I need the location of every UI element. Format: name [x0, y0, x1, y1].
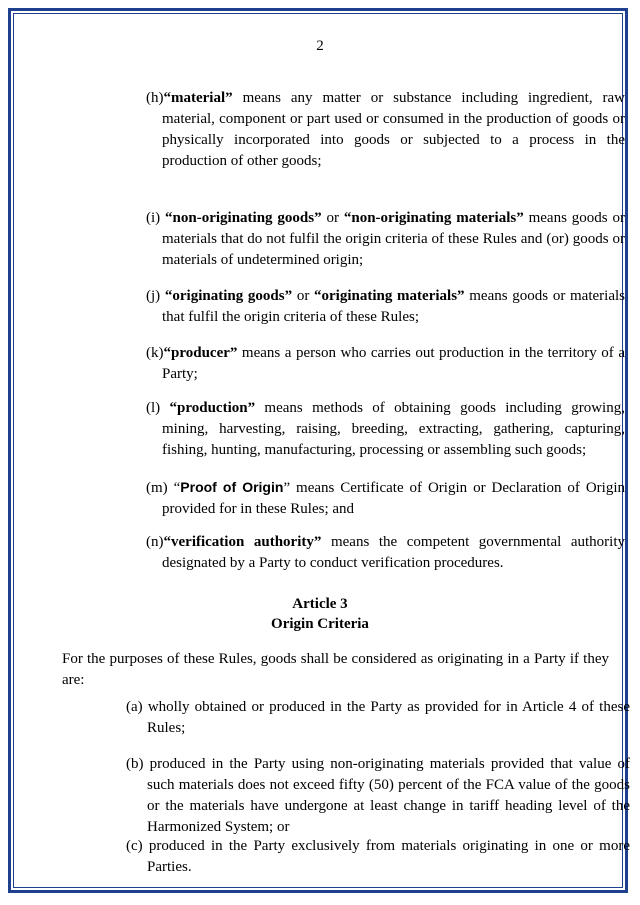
definition-i — [146, 208, 625, 271]
definition-text: means Certificate of Origin or Declaration of Origin provided for in these Rules; and — [162, 480, 626, 517]
definition-term: Proof of Origin — [180, 479, 284, 495]
definition-text: means goods or materials that do not fulfil the origin criteria of these Rules and (or) goods or materials of undetermined origin; — [162, 210, 626, 268]
criteria-item-a — [126, 697, 630, 739]
definition-n — [146, 532, 625, 574]
definition-term: “producer” — [163, 345, 238, 361]
definition-marker: (l) — [146, 400, 170, 416]
definition-text: means methods of obtaining goods including growing, mining, harvesting, raising, breeding, extracting, gathering, capturing, fishing, hunting, manufacturing, processing or assembling such goods; — [162, 400, 625, 458]
criteria-label: (c) — [126, 838, 143, 854]
definition-marker: (h) — [146, 90, 164, 106]
criteria-label: (b) — [126, 756, 144, 772]
definition-marker: (n) — [146, 534, 164, 550]
definition-connector: or — [292, 288, 315, 304]
definition-marker: (k) — [146, 345, 164, 361]
definition-marker: (j) — [146, 288, 165, 304]
definition-text: means a person who carries out production in the territory of a Party; — [162, 345, 625, 382]
definition-term-2: “originating materials” — [314, 288, 465, 304]
criteria-text: produced in the Party exclusively from materials originating in one or more Parties. — [147, 838, 630, 875]
definition-l — [146, 398, 625, 461]
definition-connector: or — [321, 210, 344, 226]
article-number: Article 3 — [292, 596, 348, 612]
criteria-label: (a) — [126, 699, 143, 715]
definition-text: means goods or materials that fulfil the origin criteria of these Rules; — [162, 288, 625, 325]
definition-marker: (i) — [146, 210, 166, 226]
definition-term: “production” — [169, 400, 256, 416]
definition-term: “originating goods” — [164, 288, 293, 304]
definition-term: “verification authority” — [163, 534, 322, 550]
definition-term-2: “non-originating materials” — [343, 210, 524, 226]
criteria-text: produced in the Party using non-originating materials provided that value of such materials does not exceed fifty (50) percent of the FCA value of the goods or the materials have undergone at least change in tariff heading level of the Harmonized System; or — [147, 756, 631, 835]
article-intro: For the purposes of these Rules, goods shall be considered as originating in a Party if they are: — [62, 651, 609, 688]
definition-term: “non-originating goods” — [165, 210, 322, 226]
criteria-text: wholly obtained or produced in the Party as provided for in Article 4 of these Rules; — [147, 699, 631, 736]
definition-m — [146, 477, 625, 520]
definition-text: means any matter or substance including ingredient, raw material, component or part used or consumed in the production of goods or physically incorporated into goods or subjected to a process in the production of other goods; — [162, 90, 625, 169]
definition-term: “material” — [163, 90, 233, 106]
criteria-item-b — [126, 754, 630, 838]
definition-marker: (m) — [146, 480, 174, 496]
definition-j — [146, 286, 625, 328]
definition-text: means the competent governmental authority designated by a Party to conduct verification procedures. — [162, 534, 626, 571]
criteria-item-c — [126, 836, 630, 878]
definition-close-quote: ” — [283, 480, 291, 496]
definition-h — [146, 88, 625, 172]
article-title: Origin Criteria — [271, 616, 369, 632]
page-number: 2 — [316, 38, 324, 54]
definition-open-quote: “ — [173, 480, 181, 496]
definition-k — [146, 343, 625, 385]
